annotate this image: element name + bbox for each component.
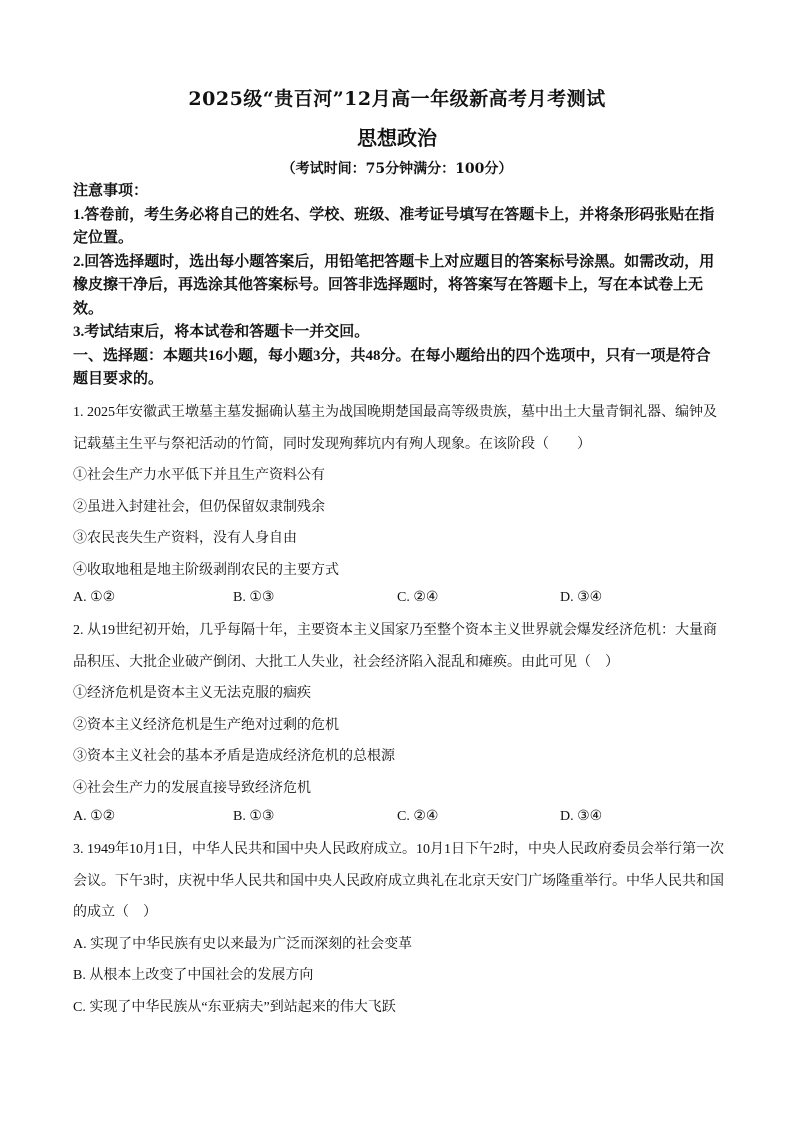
option-b[interactable]: B. 从根本上改变了中国社会的发展方向 (73, 968, 314, 983)
option-b[interactable]: B. ①③ (233, 809, 275, 824)
option-a[interactable]: A. ①② (73, 590, 116, 605)
option-c[interactable]: C. ②④ (397, 590, 439, 605)
exam-info: （考试时间：75分钟满分：100分） (281, 161, 513, 177)
subject-title: 思想政治 (357, 126, 437, 150)
notice-item: 2.回答选择题时，选出每小题答案后，用铅笔把答题卡上对应题目的答案标号涂黑。如需改动，用橡皮擦干净后，再选涂其他答案标号。回答非选择题时，将答案写在答题卡上，写在本试卷上无效。 (73, 253, 715, 317)
option-a[interactable]: A. ①② (73, 809, 116, 824)
statement: ①经济危机是资本主义无法克服的痼疾 (73, 686, 311, 701)
statement: ④社会生产力的发展直接导致经济危机 (73, 780, 311, 796)
option-d[interactable]: D. ③④ (560, 809, 603, 824)
question-stem: 1. 2025年安徽武王墩墓主墓发掘确认墓主为战国晚期楚国最高等级贵族，墓中出土大量青铜礼器、编钟及记载墓主生平与祭祀活动的竹简，同时发现殉葬坑内有殉人现象。在该阶段（ ） (73, 405, 717, 452)
question-2 (73, 615, 725, 804)
question-1 (73, 397, 725, 586)
option-c[interactable]: C. ②④ (397, 809, 439, 824)
question-stem: 3. 1949年10月1日，中华人民共和国中央人民政府成立。10月1日下午2时，中央人民政府委员会举行第一次会议。下午3时，庆祝中华人民共和国中央人民政府成立典礼在北京天安门广场隆重举行。中华人民共和国的成立（ ） (73, 842, 724, 920)
option-a[interactable]: A. 实现了中华民族有史以来最为广泛而深刻的社会变革 (73, 936, 413, 952)
notice-heading: 注意事项： (73, 183, 149, 199)
question-stem: 2. 从19世纪初开始，几乎每隔十年，主要资本主义国家乃至整个资本主义世界就会爆发经济危机：大量商品积压、大批企业破产倒闭、大批工人失业，社会经济陷入混乱和瘫痪。由此可见（ ） (73, 623, 717, 670)
statement: ②资本主义经济危机是生产绝对过剩的危机 (73, 717, 339, 733)
statement: ②虽进入封建社会，但仍保留奴隶制残余 (73, 499, 325, 515)
options-row (73, 589, 725, 609)
statement: ①社会生产力水平低下并且生产资料公有 (73, 468, 325, 483)
notice-item: 1.答卷前，考生务必将自己的姓名、学校、班级、准考证号填写在答题卡上，并将条形码张贴在指定位置。 (73, 206, 715, 246)
statement: ④收取地租是地主阶级剥削农民的主要方式 (73, 562, 339, 578)
question-3 (73, 834, 725, 1023)
statement: ③农民丧失生产资料，没有人身自由 (73, 531, 297, 546)
option-d[interactable]: D. ③④ (560, 590, 603, 605)
notice-item: 3.考试结束后，将本试卷和答题卡一并交回。 (73, 324, 370, 340)
statement: ③资本主义社会的基本矛盾是造成经济危机的总根源 (73, 749, 395, 764)
options-row (73, 808, 725, 828)
section-heading: 一、选择题：本题共16小题，每小题3分，共48分。在每小题给出的四个选项中，只有一项是符合题目要求的。 (73, 347, 711, 387)
notice-section (73, 180, 725, 392)
exam-title: 2025级“贵百河”12月高一年级新高考月考测试 (188, 88, 606, 110)
option-b[interactable]: B. ①③ (233, 590, 275, 605)
option-c[interactable]: C. 实现了中华民族从“东亚病夫”到站起来的伟大飞跃 (73, 999, 396, 1015)
